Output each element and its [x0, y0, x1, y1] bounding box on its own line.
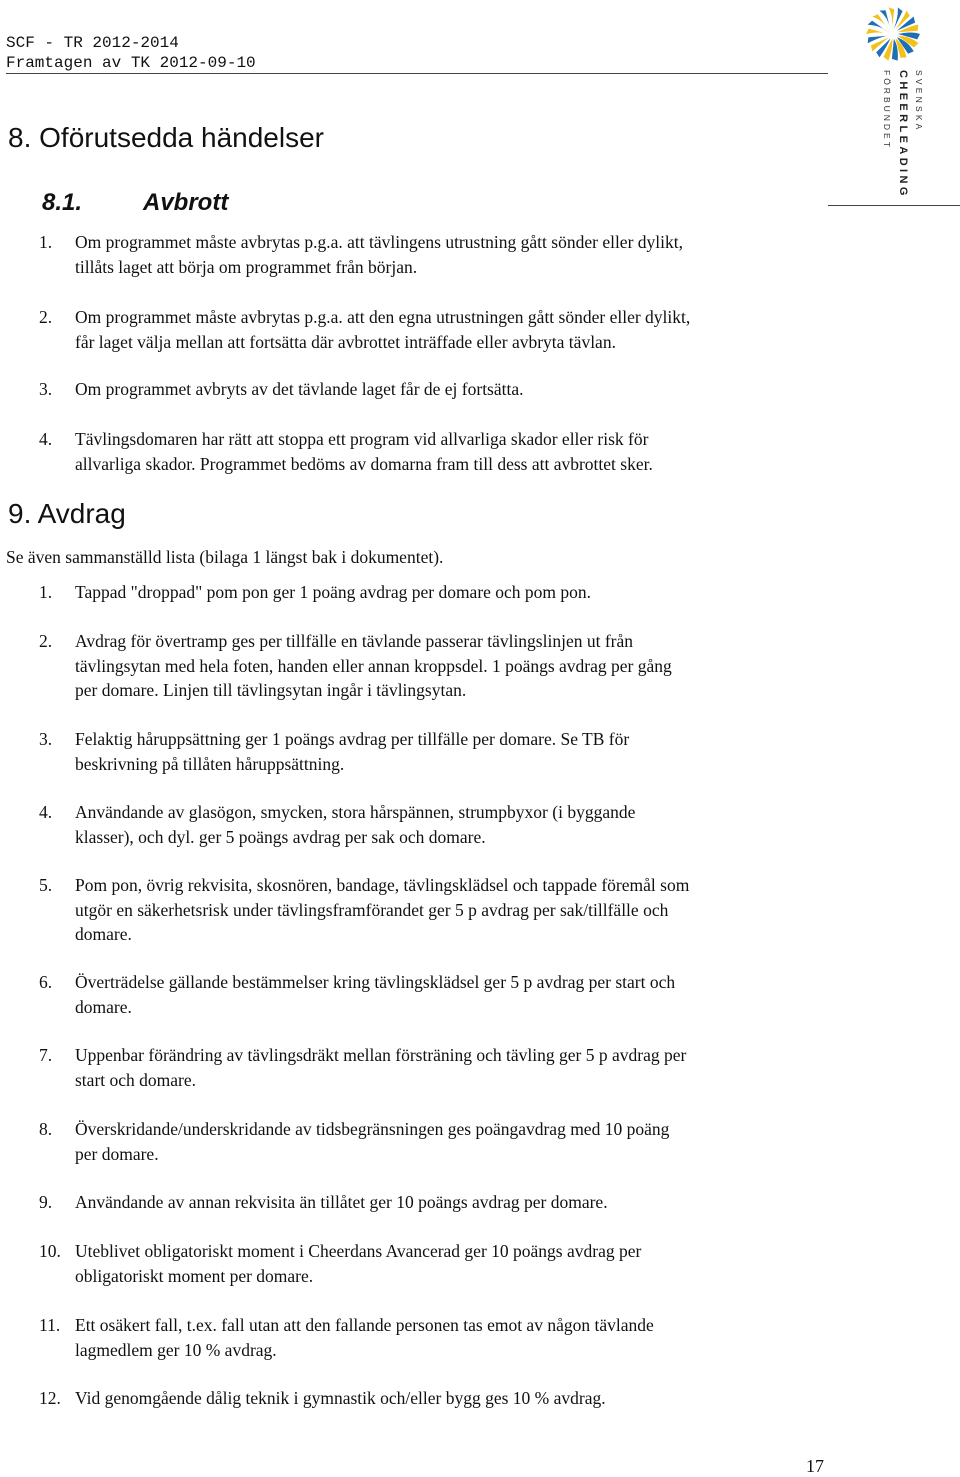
list-item-number: 2.: [39, 307, 53, 327]
subsection-number: 8.1.: [42, 189, 83, 216]
list-item-line: Felaktig håruppsättning ger 1 poängs avdrag per tillfälle per domare. Se TB för: [75, 729, 630, 749]
header-divider: [6, 73, 828, 74]
list-item-text: [75, 1239, 835, 1288]
list-item-line: Ett osäkert fall, t.ex. fall utan att den fallande personen tas emot av någon tävlande: [75, 1315, 654, 1335]
header-line-1: SCF - TR 2012-2014: [6, 34, 179, 52]
list-item-number: 12.: [39, 1388, 61, 1408]
list-item-text: [75, 230, 835, 279]
list-item-line: Överträdelse gällande bestämmelser kring tävlingsklädsel ger 5 p avdrag per start och: [75, 972, 676, 992]
list-item-text: [75, 427, 835, 476]
list-item-number: 2.: [39, 631, 53, 651]
list-item-text: [75, 377, 835, 402]
list-item-line: tillåts laget att börja om programmet från början.: [75, 256, 418, 277]
list-item-line: tävlingsytan med hela foten, handen eller annan kroppsdel. 1 poängs avdrag per gång: [75, 655, 672, 676]
logo-divider: [828, 205, 960, 206]
sunburst-logo-icon: [860, 4, 952, 204]
logo-ray: [866, 29, 888, 34]
list-item-line: Överskridande/underskridande av tidsbegränsningen ges poängavdrag med 10 poäng: [75, 1119, 670, 1139]
list-item-line: Om programmet måste avbrytas p.g.a. att tävlingens utrustning gått sönder eller dylikt,: [75, 232, 683, 252]
list-item-number: 4.: [39, 802, 53, 822]
list-item-line: Användande av annan rekvisita än tillåtet ger 10 poängs avdrag per domare.: [75, 1192, 608, 1212]
list-item-line: utgör en säkerhetsrisk under tävlingsframförandet ger 5 p avdrag per sak/tillfälle och: [75, 899, 669, 920]
list-item-number: 7.: [39, 1045, 53, 1065]
logo-text-forbundet: FÖRBUNDET: [882, 70, 892, 150]
list-item-line: klasser), och dyl. ger 5 poängs avdrag per sak och domare.: [75, 826, 486, 847]
list-item-line: Om programmet avbryts av det tävlande laget får de ej fortsätta.: [75, 379, 524, 399]
list-item-number: 3.: [39, 729, 53, 749]
cheerleading-logo: [860, 4, 952, 204]
list-item-text: [75, 305, 835, 354]
list-item-line: Pom pon, övrig rekvisita, skosnören, bandage, tävlingsklädsel och tappade föremål som: [75, 875, 690, 895]
document-header: [6, 33, 256, 73]
list-item-line: Användande av glasögon, smycken, stora hårspännen, strumpbyxor (i byggande: [75, 802, 636, 822]
list-item-text: [75, 1313, 835, 1362]
logo-text-svenska: SVENSKA: [914, 70, 924, 133]
list-item-number: 5.: [39, 875, 53, 895]
list-item-number: 1.: [39, 232, 53, 252]
list-item-line: får laget välja mellan att fortsätta där avbrottet inträffade eller avbryta tävlan.: [75, 331, 616, 352]
list-item-line: Tappad "droppad" pom pon ger 1 poäng avdrag per domare och pom pon.: [75, 582, 592, 602]
list-item-line: allvarliga skador. Programmet bedöms av domarna fram till dess att avbrottet sker.: [75, 453, 653, 474]
list-item-line: per domare. Linjen till tävlingsytan ingår i tävlingsytan.: [75, 680, 467, 700]
list-item-text: [75, 800, 835, 849]
list-item-number: 11.: [39, 1315, 61, 1335]
list-item-line: Uppenbar förändring av tävlingsdräkt mellan försträning och tävling ger 5 p avdrag per: [75, 1045, 687, 1065]
list-item-number: 4.: [39, 429, 53, 449]
list-item-text: [75, 727, 835, 776]
list-item-line: obligatoriskt moment per domare.: [75, 1265, 314, 1286]
list-item-text: [75, 1190, 835, 1215]
logo-ray: [888, 7, 894, 29]
list-item-line: Om programmet måste avbrytas p.g.a. att den egna utrustningen gått sönder eller dylikt,: [75, 307, 691, 327]
list-item-number: 10.: [39, 1241, 61, 1261]
list-item-line: lagmedlem ger 10 % avdrag.: [75, 1339, 277, 1360]
list-item-line: domare.: [75, 996, 132, 1017]
page-number: 17: [806, 1456, 824, 1476]
list-item-line: beskrivning på tillåten håruppsättning.: [75, 753, 345, 774]
list-item-line: Tävlingsdomaren har rätt att stoppa ett program vid allvarliga skador eller risk för: [75, 429, 649, 449]
list-item-text: [75, 580, 835, 605]
section-9-intro: Se även sammanställd lista (bilaga 1 längst bak i dokumentet).: [6, 547, 444, 567]
header-line-2: Framtagen av TK 2012-09-10: [6, 54, 256, 72]
list-item-text: [75, 1386, 835, 1411]
list-item-text: [75, 873, 835, 947]
list-item-line: start och domare.: [75, 1069, 196, 1090]
list-item-number: 9.: [39, 1192, 53, 1212]
list-item-line: Vid genomgående dålig teknik i gymnastik och/eller bygg ges 10 % avdrag.: [75, 1388, 606, 1408]
subsection-title: Avbrott: [143, 189, 229, 216]
list-item-text: [75, 970, 835, 1019]
list-item-number: 8.: [39, 1119, 53, 1139]
list-item-line: Avdrag för övertramp ges per tillfälle en tävlande passerar tävlingslinjen ut från: [75, 631, 634, 651]
section-9-heading: 9. Avdrag: [8, 498, 126, 529]
list-item-number: 1.: [39, 582, 53, 602]
list-item-number: 3.: [39, 379, 53, 399]
logo-text-cheerleading: CHEERLEADING: [897, 70, 909, 199]
list-item-line: per domare.: [75, 1143, 159, 1164]
list-item-text: [75, 1117, 835, 1166]
list-item-text: [75, 629, 835, 703]
list-item-line: domare.: [75, 924, 132, 944]
list-item-number: 6.: [39, 972, 53, 992]
section-8-heading: 8. Oförutsedda händelser: [8, 122, 324, 153]
list-item-text: [75, 1043, 835, 1092]
list-item-line: Uteblivet obligatoriskt moment i Cheerdans Avancerad ger 10 poängs avdrag per: [75, 1241, 642, 1261]
